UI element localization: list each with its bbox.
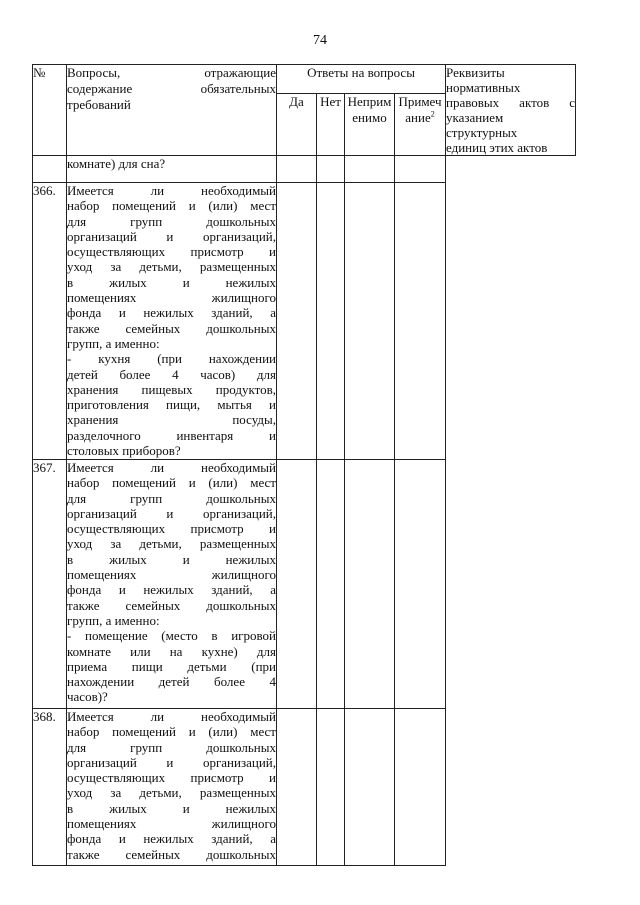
answer-note-cell bbox=[395, 709, 446, 866]
answer-na-cell bbox=[345, 709, 395, 866]
question-line: Имеется ли необходимый bbox=[67, 183, 276, 198]
header-not-applicable bbox=[345, 94, 395, 156]
question-line: групп, а именно: bbox=[67, 612, 160, 628]
row-number: 367. bbox=[33, 460, 67, 709]
header-note-line: ание bbox=[405, 110, 431, 126]
table-header bbox=[33, 65, 576, 156]
question-line: уход за детьми, размещенных bbox=[67, 259, 276, 275]
question-line: осуществляющих присмотр и bbox=[67, 521, 276, 537]
question-line: организаций и организаций, bbox=[67, 754, 276, 770]
question-line: групп, а именно: bbox=[67, 335, 160, 351]
header-questions-line: содержание обязательных bbox=[67, 81, 276, 96]
question-line: Имеется ли необходимый bbox=[67, 709, 276, 724]
row-question bbox=[67, 460, 277, 709]
question-line: для групп дошкольных bbox=[67, 739, 276, 755]
header-na-line: енимо bbox=[352, 110, 387, 126]
question-line: организаций и организаций, bbox=[67, 228, 276, 244]
question-line: столовых приборов? bbox=[67, 443, 181, 459]
question-line: разделочного инвентаря и bbox=[67, 427, 276, 443]
page-number: 74 bbox=[313, 33, 327, 48]
row-number: 368. bbox=[33, 709, 67, 866]
question-line: часов)? bbox=[67, 689, 108, 705]
answer-na-cell bbox=[345, 183, 395, 460]
row-question bbox=[67, 183, 277, 460]
question-line: также семейных дошкольных bbox=[67, 846, 276, 862]
question-line: фонда и нежилых зданий, а bbox=[67, 582, 276, 598]
row-question bbox=[67, 156, 277, 183]
question-line: хранения пищевых продуктов, bbox=[67, 381, 276, 397]
header-no: Нет bbox=[317, 94, 345, 156]
question-line: - кухня (при нахождении bbox=[67, 351, 276, 367]
header-note-line: Примеч bbox=[398, 94, 442, 110]
answer-na-cell bbox=[345, 156, 395, 183]
header-requisites bbox=[446, 65, 576, 156]
header-number: № bbox=[33, 65, 67, 156]
question-line: организаций и организаций, bbox=[67, 505, 276, 521]
header-questions bbox=[67, 65, 277, 156]
question-line: - помещение (место в игровой bbox=[67, 628, 276, 644]
answer-note-cell bbox=[395, 156, 446, 183]
header-requisites-line: правовых актов с bbox=[446, 95, 576, 110]
question-line: осуществляющих присмотр и bbox=[67, 244, 276, 260]
row-number bbox=[33, 156, 67, 183]
question-line: уход за детьми, размещенных bbox=[67, 785, 276, 801]
header-yes: Да bbox=[277, 94, 317, 156]
answer-no-cell bbox=[317, 156, 345, 183]
question-line: уход за детьми, размещенных bbox=[67, 536, 276, 552]
question-line: для групп дошкольных bbox=[67, 490, 276, 506]
question-line: приготовления пищи, мытья и bbox=[67, 397, 276, 413]
question-line: в жилых и нежилых bbox=[67, 551, 276, 567]
question-line: фонда и нежилых зданий, а bbox=[67, 305, 276, 321]
question-line: набор помещений и (или) мест bbox=[67, 475, 276, 491]
header-answers: Ответы на вопросы bbox=[277, 65, 446, 94]
header-requisites-line: единиц этих актов bbox=[446, 140, 548, 155]
header-note bbox=[395, 94, 446, 156]
question-line: в жилых и нежилых bbox=[67, 274, 276, 290]
footnote-mark: 2 bbox=[430, 109, 435, 119]
question-line: набор помещений и (или) мест bbox=[67, 198, 276, 214]
header-requisites-line: указанием структурных bbox=[446, 110, 518, 140]
row-number: 366. bbox=[33, 183, 67, 460]
question-line: помещениях жилищного bbox=[67, 816, 276, 832]
question-line: комнате) для сна? bbox=[67, 156, 166, 171]
question-line: осуществляющих присмотр и bbox=[67, 770, 276, 786]
answer-no-cell bbox=[317, 709, 345, 866]
question-line: хранения посуды, bbox=[67, 412, 276, 428]
question-line: комнате или на кухне) для bbox=[67, 643, 276, 659]
question-line: в жилых и нежилых bbox=[67, 800, 276, 816]
table-row bbox=[33, 156, 576, 183]
question-line: помещениях жилищного bbox=[67, 567, 276, 583]
row-question bbox=[67, 709, 277, 866]
question-line: набор помещений и (или) мест bbox=[67, 724, 276, 740]
answer-na-cell bbox=[345, 460, 395, 709]
answer-yes-cell bbox=[277, 460, 317, 709]
answer-no-cell bbox=[317, 183, 345, 460]
question-line: помещениях жилищного bbox=[67, 290, 276, 306]
requirements-table bbox=[32, 64, 576, 866]
answer-yes-cell bbox=[277, 183, 317, 460]
table-row bbox=[33, 183, 576, 460]
answer-note-cell bbox=[395, 460, 446, 709]
header-questions-line: Вопросы, отражающие bbox=[67, 65, 276, 80]
question-line: детей более 4 часов) для bbox=[67, 366, 276, 382]
question-line: Имеется ли необходимый bbox=[67, 460, 276, 475]
header-requisites-line: Реквизиты нормативных bbox=[446, 65, 521, 95]
header-questions-line: требований bbox=[67, 97, 131, 112]
header-na-line: Неприм bbox=[347, 94, 392, 110]
answer-yes-cell bbox=[277, 709, 317, 866]
question-line: приема пищи детьми (при bbox=[67, 658, 276, 674]
question-line: для групп дошкольных bbox=[67, 213, 276, 229]
question-line: также семейных дошкольных bbox=[67, 320, 276, 336]
table-row bbox=[33, 460, 576, 709]
question-line: фонда и нежилых зданий, а bbox=[67, 831, 276, 847]
table-row bbox=[33, 709, 576, 866]
question-line: также семейных дошкольных bbox=[67, 597, 276, 613]
answer-yes-cell bbox=[277, 156, 317, 183]
answer-no-cell bbox=[317, 460, 345, 709]
answer-note-cell bbox=[395, 183, 446, 460]
question-line: нахождении детей более 4 bbox=[67, 674, 276, 690]
